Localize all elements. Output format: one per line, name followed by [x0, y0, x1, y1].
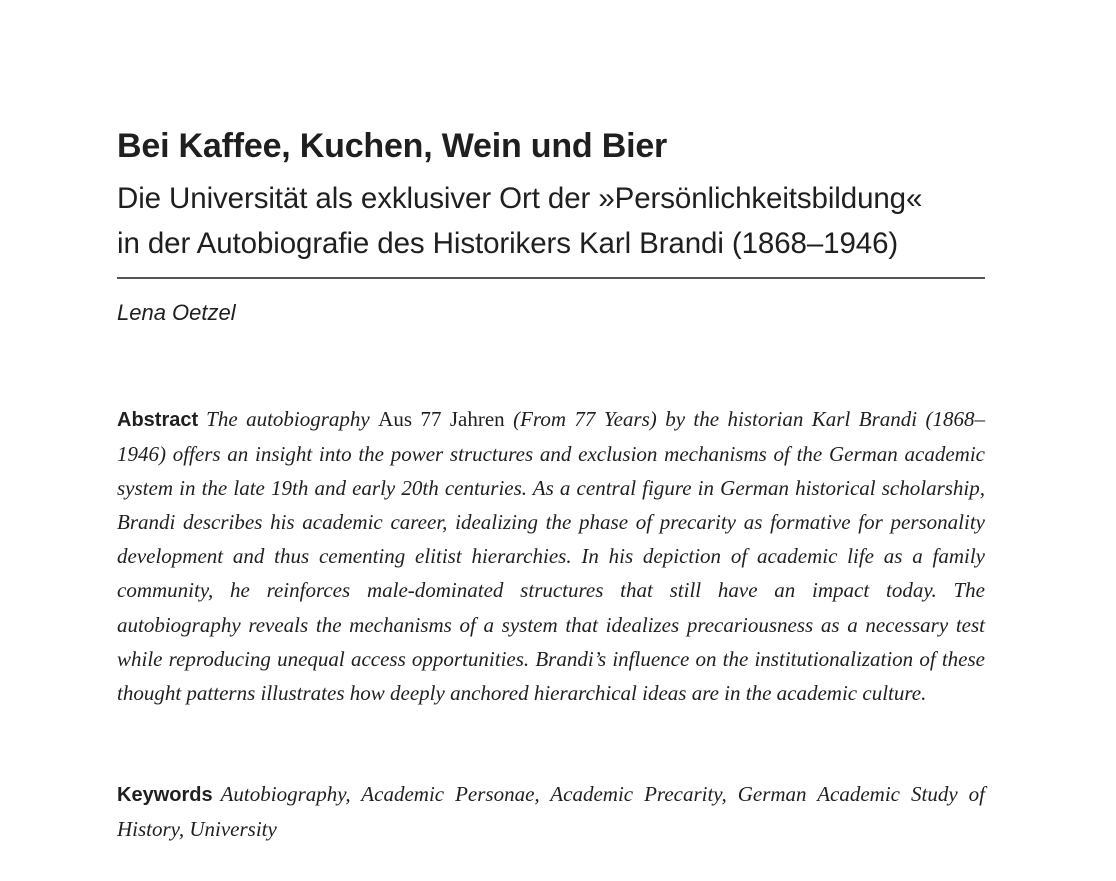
title-divider: [117, 277, 985, 279]
subtitle-line-1: Die Universität als exklusiver Ort der »Persönlichkeitsbildung«: [117, 182, 923, 215]
keywords-text: Autobiography, Academic Personae, Academic Precarity, German Academic Study of History, University: [117, 782, 985, 842]
keywords-paragraph: [117, 777, 985, 846]
abstract-text-intro: The autobiography: [206, 407, 379, 431]
abstract-text-body: (From 77 Years) by the historian Karl Brandi (1868–1946) offers an insight into the power structures and exclusion mechanisms of the German academic system in the late 19th and early 20th centuries. As a central figure in German historical scholarship, Brandi describes his academic career, idealizing the phase of precarity as formative for personality development and thus cementing elitist hierarchies. In his depiction of academic life as a family community, he reinforces male-dominated structures that still have an impact today. The autobiography reveals the mechanisms of a system that idealizes precariousness as a necessary test while reproducing unequal access opportunities. Brandi’s influence on the institutionalization of these thought patterns illustrates how deeply anchored hierarchical ideas are in the academic culture.: [117, 407, 985, 705]
abstract-book-title: Aus 77 Jahren: [378, 407, 505, 431]
article-title: Bei Kaffee, Kuchen, Wein und Bier: [117, 127, 668, 165]
article-subtitle: [117, 176, 985, 266]
author-name: Lena Oetzel: [117, 300, 236, 325]
abstract-label: Abstract: [117, 409, 199, 431]
abstract-paragraph: [117, 402, 985, 710]
keywords-label: Keywords: [117, 784, 213, 806]
subtitle-line-2: in der Autobiografie des Historikers Karl Brandi (1868–1946): [117, 227, 899, 260]
